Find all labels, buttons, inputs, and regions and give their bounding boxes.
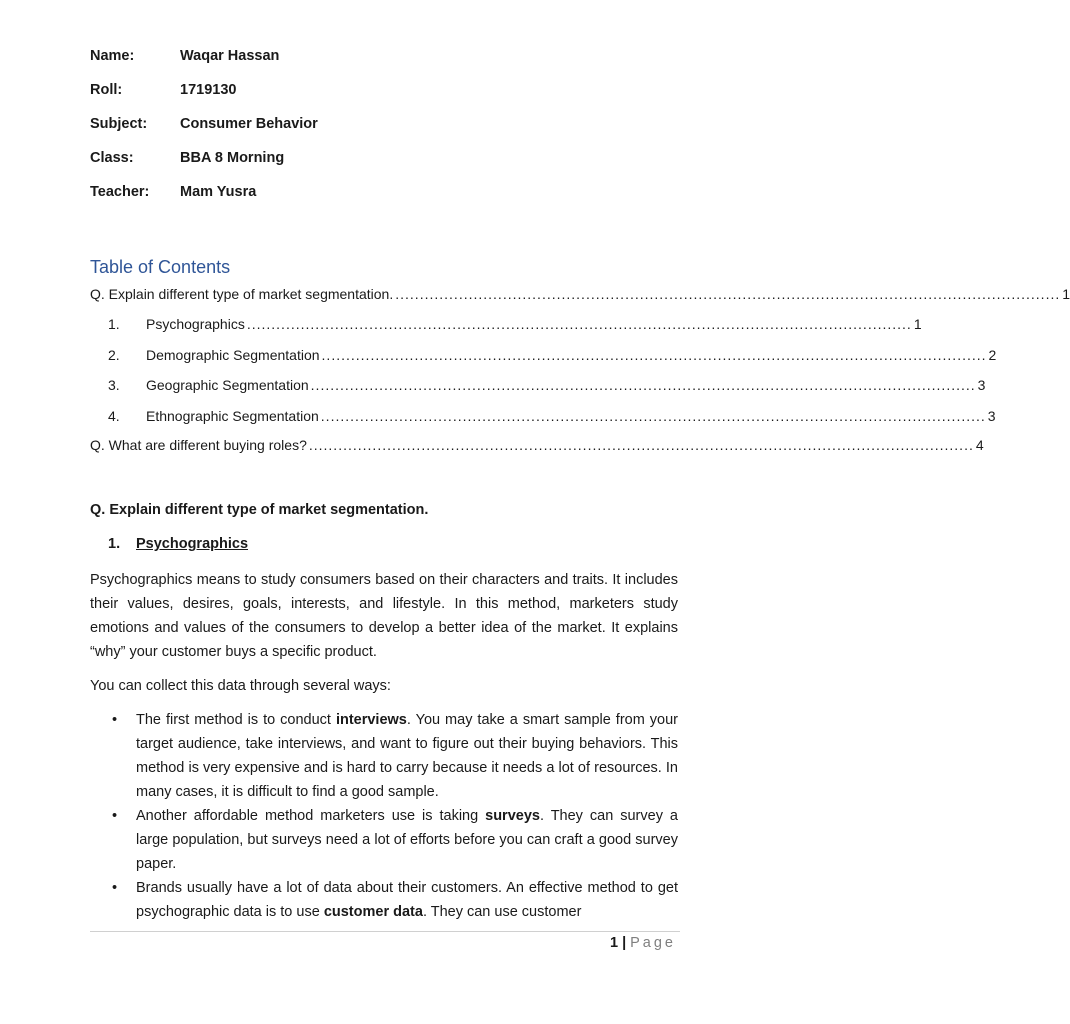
toc-entry-text: Ethnographic Segmentation: [146, 408, 319, 424]
info-value: 1719130: [180, 82, 237, 98]
footer-separator: |: [622, 935, 627, 951]
toc-entry[interactable]: [108, 377, 986, 399]
section-number: 1.: [108, 536, 121, 552]
info-value: Consumer Behavior: [180, 116, 318, 132]
bullet-bold: interviews: [335, 712, 407, 728]
toc-entry-num: 3.: [108, 377, 120, 393]
bullet-icon: •: [112, 880, 118, 896]
info-value: Mam Yusra: [180, 184, 257, 200]
toc-entry[interactable]: [90, 286, 1070, 308]
list-item: [90, 876, 678, 924]
toc-leader: ........................................................................................................................................: [308, 437, 974, 453]
toc-entry-num: 1.: [108, 316, 120, 332]
section-heading: [108, 536, 248, 552]
bullet-list: [90, 708, 678, 924]
toc-entry[interactable]: [108, 347, 997, 369]
bullet-text: Another affordable method marketers use is taking: [136, 808, 486, 824]
toc-entry-text: Geographic Segmentation: [146, 377, 309, 393]
toc-leader: ........................................................................................................................................: [246, 316, 912, 332]
toc-entry-page: 1: [1062, 286, 1070, 302]
toc-entry[interactable]: [108, 316, 922, 338]
toc-entry-page: 1: [913, 316, 922, 332]
bullet-icon: •: [112, 712, 118, 728]
toc-entry-text: Q. What are different buying roles?: [90, 437, 307, 453]
toc-entry-num: 4.: [108, 408, 120, 424]
toc-leader: ........................................................................................................................................: [321, 347, 987, 363]
paragraph: Psychographics means to study consumers based on their characters and traits. It includes their values, desires, goals, interests, and lifestyle. In this method, marketers study emotions and values of the consumers to develop a better idea of the market. It explains “why” your customer buys a specific product.: [90, 572, 678, 660]
info-value: BBA 8 Morning: [180, 150, 285, 166]
bullet-text: . They can survey a large population, but surveys need a lot of efforts before you can craft a good survey paper.: [136, 808, 678, 872]
toc-entry-text: Q. Explain different type of market segmentation.: [90, 286, 394, 302]
bullet-text: The first method is to conduct: [136, 712, 336, 728]
toc-entry-page: 4: [975, 437, 984, 453]
toc-entry-text: Demographic Segmentation: [146, 347, 320, 363]
toc-entry-page: 2: [988, 347, 997, 363]
footer-divider: [90, 931, 680, 932]
page-number: 1: [609, 935, 619, 951]
toc-title: Table of Contents: [90, 257, 231, 277]
info-label: Name:: [90, 48, 135, 64]
bullet-bold: surveys: [485, 808, 540, 824]
info-label: Subject:: [90, 116, 148, 132]
section-title: Psychographics: [136, 536, 249, 552]
info-value: Waqar Hassan: [180, 48, 280, 64]
toc-entry-text: Psychographics: [146, 316, 245, 332]
info-label: Class:: [90, 150, 134, 166]
bullet-bold: customer data: [323, 904, 423, 920]
toc-leader: ........................................................................................................................................: [310, 377, 976, 393]
bullet-text: Brands usually have a lot of data about their customers. An effective method to get psychographic data is to use: [136, 880, 678, 920]
toc-entry-page: 3: [977, 377, 986, 393]
toc-leader: ........................................................................................................................................: [320, 408, 986, 424]
info-label: Roll:: [90, 82, 123, 98]
info-label: Teacher:: [90, 184, 150, 200]
bullet-text: . You may take a smart sample from your target audience, take interviews, and want to figure out their buying behaviors. This method is very expensive and is hard to carry because it needs a lot of resources. In many cases, it is difficult to find a good sample.: [136, 712, 678, 800]
toc-entry-page: 3: [987, 408, 996, 424]
page-footer: [610, 935, 676, 951]
toc-entry-num: 2.: [108, 347, 120, 363]
list-item: [90, 804, 678, 876]
bullet-text: . They can use customer: [422, 904, 582, 920]
toc-leader: ........................................................................................................................................: [395, 286, 1061, 302]
paragraph: You can collect this data through several ways:: [90, 678, 391, 694]
bullet-icon: •: [112, 808, 118, 824]
toc-entry[interactable]: [90, 437, 984, 459]
question-heading: Q. Explain different type of market segmentation.: [90, 502, 429, 518]
list-item: [90, 708, 678, 804]
toc-entry[interactable]: [108, 408, 996, 430]
page-word: Page: [630, 935, 676, 951]
